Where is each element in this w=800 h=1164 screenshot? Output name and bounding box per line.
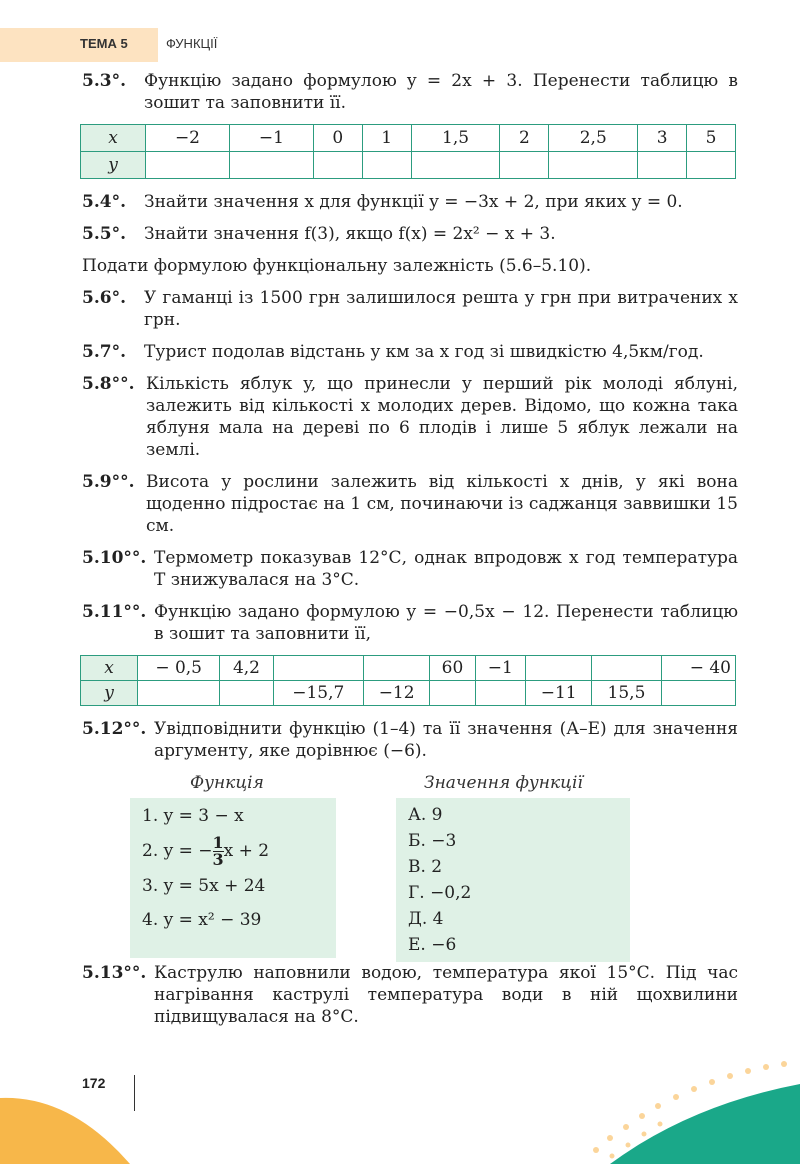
- value-item-f: Е. −6: [408, 935, 457, 955]
- section-intro: Подати формулою функціональну залежність (5.6–5.10).: [82, 256, 592, 276]
- table-cell: − 0,5: [138, 656, 220, 681]
- problem-text: Каструлю наповнили водою, температура якої 15°С. Під час нагрівання каструлі температура води в ній щохвилини підвищувалася на 8°С.: [154, 963, 738, 1027]
- problem-5-9: [82, 471, 738, 537]
- table-row-y: [81, 152, 736, 179]
- functions-box: [130, 798, 336, 958]
- table-cell: 1: [362, 125, 411, 152]
- table-cell: −11: [525, 681, 591, 706]
- table-cell: [687, 152, 736, 179]
- table-cell: [430, 681, 475, 706]
- header-band: [0, 28, 158, 62]
- table-cell: [638, 152, 687, 179]
- problem-text: Висота у рослини залежить від кількості x днів, у які вона щоденно підростає на 1 см, починаючи із саджанця заввишки 15 см.: [146, 472, 738, 536]
- orange-corner-shape: [0, 1098, 130, 1164]
- table-cell: −15,7: [273, 681, 363, 706]
- problem-text: Знайти значення f(3), якщо f(x) = 2x² − x + 3.: [144, 224, 556, 244]
- table-cell: [313, 152, 362, 179]
- fraction: [213, 835, 224, 868]
- function-item-3: 3. y = 5x + 24: [142, 876, 266, 896]
- fraction-numerator: 1: [212, 833, 224, 852]
- matching-block: [82, 772, 738, 955]
- table-cell: [362, 152, 411, 179]
- problem-number: 5.7°.: [82, 342, 126, 362]
- table-cell: 3: [638, 125, 687, 152]
- table-cell: 2,5: [549, 125, 638, 152]
- problem-5-12: [82, 718, 738, 762]
- problem-5-8: [82, 373, 738, 461]
- table-cell: 0: [313, 125, 362, 152]
- table-cell: −1: [229, 125, 313, 152]
- value-item-c: В. 2: [408, 857, 443, 877]
- values-box: [396, 798, 630, 962]
- topic-label: ТЕМА 5: [80, 36, 128, 51]
- table-cell: [363, 656, 429, 681]
- function-item-2-suffix: x + 2: [223, 841, 270, 861]
- problem-text: Знайти значення x для функції y = −3x + 2, при яких y = 0.: [144, 192, 683, 212]
- table-cell: [138, 681, 220, 706]
- table-cell: [592, 656, 661, 681]
- table-row-y: [81, 681, 736, 706]
- problem-number: 5.3°.: [82, 71, 126, 91]
- problem-text: Турист подолав відстань y км за x год зі швидкістю 4,5км/год.: [144, 342, 704, 362]
- problem-text: Увідповіднити функцію (1–4) та її значення (А–Е) для значення аргументу, яке дорівнює (−6).: [154, 719, 738, 761]
- problem-number: 5.6°.: [82, 288, 126, 308]
- table-cell: 5: [687, 125, 736, 152]
- problem-text: Функцію задано формулою y = 2x + 3. Перенести таблицю в зошит та заповнити її.: [144, 71, 738, 113]
- table-cell: −12: [363, 681, 429, 706]
- value-item-d: Г. −0,2: [408, 883, 472, 903]
- page-number: 172: [82, 1075, 106, 1091]
- problem-5-6: [82, 287, 738, 331]
- table-cell: −2: [146, 125, 230, 152]
- problem-5-7: [82, 341, 738, 363]
- table-cell: [661, 681, 735, 706]
- table-cell: − 40: [661, 656, 735, 681]
- problem-5-4: [82, 191, 738, 213]
- row-label-y: y: [81, 681, 138, 706]
- problem-5-10: [82, 547, 738, 591]
- values-table-2: [80, 655, 736, 706]
- problem-text: У гаманці із 1500 грн залишилося решта y грн при витрачених x грн.: [144, 288, 738, 330]
- problem-number: 5.11°°.: [82, 602, 147, 622]
- problem-text: Функцію задано формулою y = −0,5x − 12. Перенести таблицю в зошит та заповнити її,: [154, 602, 738, 644]
- topic-name: ФУНКЦІЇ: [166, 36, 218, 51]
- dot-pattern: [593, 1061, 787, 1159]
- problem-5-13: [82, 962, 738, 1028]
- value-item-b: Б. −3: [408, 831, 457, 851]
- table-cell: [220, 681, 273, 706]
- function-item-2-prefix: 2. y = −: [142, 841, 213, 861]
- value-item-e: Д. 4: [408, 909, 444, 929]
- table-row-x: [81, 656, 736, 681]
- table-cell: 15,5: [592, 681, 661, 706]
- row-label-y: y: [81, 152, 146, 179]
- problem-5-5: [82, 223, 738, 245]
- table-row-x: [81, 125, 736, 152]
- table-cell: [500, 152, 549, 179]
- table-cell: [273, 656, 363, 681]
- table-cell: −1: [475, 656, 525, 681]
- page-content: [82, 70, 738, 1038]
- problem-number: 5.4°.: [82, 192, 126, 212]
- table-cell: [549, 152, 638, 179]
- teal-corner-shape: [610, 1084, 800, 1164]
- problem-text: Термометр показував 12°С, однак впродовж x год температура T знижувалася на 3°С.: [154, 548, 738, 590]
- problem-number: 5.13°°.: [82, 963, 147, 983]
- table-cell: [146, 152, 230, 179]
- problem-text: Кількість яблук y, що принесли у перший рік молоді яблуні, залежить від кількості x молодих дерев. Відомо, що кожна така яблуня мала на дереві по 6 плодів і лише 5 яблук лежали на землі.: [146, 374, 738, 460]
- problem-5-11: [82, 601, 738, 645]
- problem-5-3: [82, 70, 738, 114]
- table-cell: 1,5: [411, 125, 500, 152]
- values-table-1: [80, 124, 736, 179]
- problem-number: 5.10°°.: [82, 548, 147, 568]
- function-item-2: [142, 830, 324, 872]
- value-item-a: А. 9: [408, 805, 443, 825]
- function-item-4: 4. y = x² − 39: [142, 910, 262, 930]
- table-cell: [411, 152, 500, 179]
- problem-number: 5.12°°.: [82, 719, 147, 739]
- table-cell: [525, 656, 591, 681]
- table-cell: [475, 681, 525, 706]
- table-cell: 4,2: [220, 656, 273, 681]
- values-caption: Значення функції: [424, 773, 583, 793]
- table-cell: 2: [500, 125, 549, 152]
- fraction-denominator: 3: [212, 850, 224, 869]
- problem-number: 5.5°.: [82, 224, 126, 244]
- functions-caption: Функція: [190, 773, 264, 793]
- table-cell: [229, 152, 313, 179]
- function-item-1: 1. y = 3 − x: [142, 806, 244, 826]
- table-cell: 60: [430, 656, 475, 681]
- problem-number: 5.9°°.: [82, 472, 135, 492]
- row-label-x: x: [81, 125, 146, 152]
- page-divider: [134, 1075, 135, 1111]
- row-label-x: x: [81, 656, 138, 681]
- problem-number: 5.8°°.: [82, 374, 135, 394]
